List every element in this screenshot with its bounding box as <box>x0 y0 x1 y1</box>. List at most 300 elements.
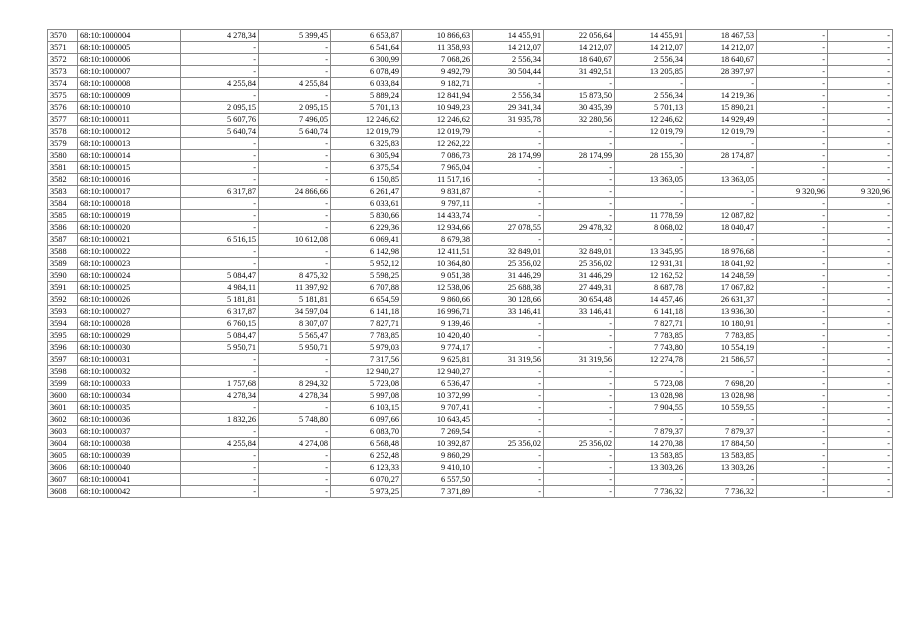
value-col-10-cell: - <box>828 426 893 438</box>
value-col-10-cell: - <box>828 486 893 498</box>
row-number-cell: 3572 <box>48 54 78 66</box>
value-col-1-cell: - <box>181 66 259 78</box>
cadastral-code-cell: 68:10:1000011 <box>78 114 181 126</box>
value-col-3-cell: 6 141,18 <box>331 306 402 318</box>
value-col-2-cell: - <box>259 174 331 186</box>
value-col-8-cell: 17 884,50 <box>686 438 757 450</box>
value-col-9-cell: - <box>757 294 828 306</box>
value-col-4-cell: 10 372,99 <box>402 390 473 402</box>
cadastral-code-cell: 68:10:1000022 <box>78 246 181 258</box>
table-row <box>48 66 893 78</box>
value-col-10-cell: - <box>828 354 893 366</box>
value-col-4-cell: 6 557,50 <box>402 474 473 486</box>
value-col-1-cell: 1 832,26 <box>181 414 259 426</box>
value-col-8-cell: - <box>686 186 757 198</box>
value-col-10-cell: - <box>828 90 893 102</box>
value-col-6-cell: - <box>544 462 615 474</box>
cadastral-code-cell: 68:10:1000036 <box>78 414 181 426</box>
row-number-cell: 3602 <box>48 414 78 426</box>
value-col-2-cell: 24 866,66 <box>259 186 331 198</box>
value-col-8-cell: 15 890,21 <box>686 102 757 114</box>
value-col-5-cell: 31 319,56 <box>473 354 544 366</box>
value-col-2-cell: - <box>259 426 331 438</box>
value-col-8-cell: 10 180,91 <box>686 318 757 330</box>
value-col-10-cell: - <box>828 378 893 390</box>
row-number-cell: 3605 <box>48 450 78 462</box>
cadastral-code-cell: 68:10:1000038 <box>78 438 181 450</box>
value-col-4-cell: 10 949,23 <box>402 102 473 114</box>
value-col-9-cell: - <box>757 258 828 270</box>
value-col-3-cell: 5 701,13 <box>331 102 402 114</box>
table-row <box>48 306 893 318</box>
cadastral-code-cell: 68:10:1000032 <box>78 366 181 378</box>
value-col-4-cell: 9 707,41 <box>402 402 473 414</box>
value-col-1-cell: 5 640,74 <box>181 126 259 138</box>
value-col-2-cell: - <box>259 198 331 210</box>
value-col-8-cell: - <box>686 474 757 486</box>
value-col-6-cell: 25 356,02 <box>544 258 615 270</box>
row-number-cell: 3578 <box>48 126 78 138</box>
value-col-1-cell: - <box>181 402 259 414</box>
value-col-2-cell: - <box>259 366 331 378</box>
cadastral-code-cell: 68:10:1000014 <box>78 150 181 162</box>
value-col-5-cell: - <box>473 426 544 438</box>
value-col-8-cell: 18 467,53 <box>686 30 757 42</box>
value-col-1-cell: 6 516,15 <box>181 234 259 246</box>
value-col-9-cell: - <box>757 114 828 126</box>
value-col-4-cell: 9 797,11 <box>402 198 473 210</box>
value-col-7-cell: 5 723,08 <box>615 378 686 390</box>
value-col-4-cell: 12 940,27 <box>402 366 473 378</box>
value-col-2-cell: 8 294,32 <box>259 378 331 390</box>
value-col-8-cell: 17 067,82 <box>686 282 757 294</box>
table-row <box>48 258 893 270</box>
value-col-1-cell: - <box>181 426 259 438</box>
value-col-3-cell: 6 070,27 <box>331 474 402 486</box>
value-col-2-cell: - <box>259 486 331 498</box>
value-col-5-cell: 28 174,99 <box>473 150 544 162</box>
row-number-cell: 3590 <box>48 270 78 282</box>
value-col-8-cell: 18 640,67 <box>686 54 757 66</box>
value-col-9-cell: - <box>757 126 828 138</box>
row-number-cell: 3601 <box>48 402 78 414</box>
value-col-9-cell: - <box>757 90 828 102</box>
value-col-5-cell: 25 356,02 <box>473 258 544 270</box>
value-col-3-cell: 6 083,70 <box>331 426 402 438</box>
table-row <box>48 30 893 42</box>
cadastral-code-cell: 68:10:1000039 <box>78 450 181 462</box>
cadastral-code-cell: 68:10:1000023 <box>78 258 181 270</box>
value-col-5-cell: 25 688,38 <box>473 282 544 294</box>
value-col-7-cell: - <box>615 186 686 198</box>
value-col-6-cell: - <box>544 342 615 354</box>
cadastral-code-cell: 68:10:1000021 <box>78 234 181 246</box>
row-number-cell: 3575 <box>48 90 78 102</box>
cadastral-code-cell: 68:10:1000016 <box>78 174 181 186</box>
value-col-10-cell: - <box>828 114 893 126</box>
value-col-10-cell: - <box>828 474 893 486</box>
value-col-6-cell: - <box>544 402 615 414</box>
value-col-7-cell: 12 931,31 <box>615 258 686 270</box>
value-col-9-cell: - <box>757 150 828 162</box>
table-row <box>48 210 893 222</box>
cadastral-code-cell: 68:10:1000037 <box>78 426 181 438</box>
row-number-cell: 3571 <box>48 42 78 54</box>
value-col-7-cell: 7 904,55 <box>615 402 686 414</box>
cadastral-code-cell: 68:10:1000012 <box>78 126 181 138</box>
table-row <box>48 342 893 354</box>
value-col-5-cell: 30 504,44 <box>473 66 544 78</box>
cadastral-code-cell: 68:10:1000015 <box>78 162 181 174</box>
value-col-1-cell: - <box>181 174 259 186</box>
value-col-4-cell: 9 625,81 <box>402 354 473 366</box>
value-col-1-cell: 4 278,34 <box>181 390 259 402</box>
value-col-5-cell: 2 556,34 <box>473 54 544 66</box>
value-col-8-cell: 12 019,79 <box>686 126 757 138</box>
value-col-6-cell: 30 654,48 <box>544 294 615 306</box>
value-col-9-cell: - <box>757 354 828 366</box>
value-col-5-cell: - <box>473 414 544 426</box>
table-row <box>48 474 893 486</box>
value-col-7-cell: 13 205,85 <box>615 66 686 78</box>
value-col-3-cell: 7 317,56 <box>331 354 402 366</box>
row-number-cell: 3582 <box>48 174 78 186</box>
value-col-8-cell: 14 212,07 <box>686 42 757 54</box>
value-col-9-cell: - <box>757 174 828 186</box>
value-col-4-cell: 12 538,06 <box>402 282 473 294</box>
value-col-9-cell: - <box>757 474 828 486</box>
value-col-8-cell: 13 936,30 <box>686 306 757 318</box>
value-col-7-cell: 7 827,71 <box>615 318 686 330</box>
value-col-7-cell: 13 028,98 <box>615 390 686 402</box>
value-col-5-cell: 14 455,91 <box>473 30 544 42</box>
value-col-6-cell: 32 280,56 <box>544 114 615 126</box>
value-col-1-cell: - <box>181 486 259 498</box>
value-col-4-cell: 9 051,38 <box>402 270 473 282</box>
value-col-5-cell: - <box>473 138 544 150</box>
value-col-10-cell: - <box>828 234 893 246</box>
value-col-9-cell: - <box>757 102 828 114</box>
cadastral-code-cell: 68:10:1000017 <box>78 186 181 198</box>
value-col-5-cell: - <box>473 186 544 198</box>
value-col-2-cell: - <box>259 42 331 54</box>
value-col-10-cell: - <box>828 78 893 90</box>
table-row <box>48 234 893 246</box>
value-col-4-cell: 12 934,66 <box>402 222 473 234</box>
value-col-2-cell: - <box>259 462 331 474</box>
value-col-4-cell: 10 866,63 <box>402 30 473 42</box>
value-col-10-cell: - <box>828 414 893 426</box>
row-number-cell: 3585 <box>48 210 78 222</box>
cadastral-code-cell: 68:10:1000018 <box>78 198 181 210</box>
value-col-1-cell: 5 950,71 <box>181 342 259 354</box>
row-number-cell: 3608 <box>48 486 78 498</box>
value-col-7-cell: - <box>615 474 686 486</box>
value-col-3-cell: 6 375,54 <box>331 162 402 174</box>
row-number-cell: 3589 <box>48 258 78 270</box>
value-col-6-cell: - <box>544 486 615 498</box>
value-col-3-cell: 6 150,85 <box>331 174 402 186</box>
value-col-7-cell: 14 270,38 <box>615 438 686 450</box>
value-col-2-cell: 5 181,81 <box>259 294 331 306</box>
value-col-9-cell: - <box>757 162 828 174</box>
value-col-6-cell: 33 146,41 <box>544 306 615 318</box>
row-number-cell: 3584 <box>48 198 78 210</box>
value-col-3-cell: 6 568,48 <box>331 438 402 450</box>
value-col-4-cell: 9 492,79 <box>402 66 473 78</box>
table-row <box>48 330 893 342</box>
value-col-3-cell: 7 783,85 <box>331 330 402 342</box>
row-number-cell: 3607 <box>48 474 78 486</box>
value-col-5-cell: 14 212,07 <box>473 42 544 54</box>
value-col-8-cell: - <box>686 414 757 426</box>
cadastral-code-cell: 68:10:1000034 <box>78 390 181 402</box>
value-col-9-cell: - <box>757 78 828 90</box>
table-row <box>48 198 893 210</box>
value-col-6-cell: - <box>544 138 615 150</box>
value-col-6-cell: - <box>544 366 615 378</box>
cadastral-code-cell: 68:10:1000020 <box>78 222 181 234</box>
value-col-1-cell: 5 181,81 <box>181 294 259 306</box>
value-col-7-cell: - <box>615 414 686 426</box>
cadastral-code-cell: 68:10:1000010 <box>78 102 181 114</box>
value-col-6-cell: - <box>544 474 615 486</box>
value-col-4-cell: 7 371,89 <box>402 486 473 498</box>
value-col-5-cell: - <box>473 390 544 402</box>
value-col-3-cell: 5 830,66 <box>331 210 402 222</box>
value-col-3-cell: 5 723,08 <box>331 378 402 390</box>
value-col-9-cell: - <box>757 198 828 210</box>
value-col-8-cell: 7 783,85 <box>686 330 757 342</box>
table-row <box>48 102 893 114</box>
value-col-7-cell: 12 019,79 <box>615 126 686 138</box>
value-col-4-cell: 9 860,29 <box>402 450 473 462</box>
value-col-1-cell: 4 255,84 <box>181 78 259 90</box>
row-number-cell: 3580 <box>48 150 78 162</box>
value-col-5-cell: 27 078,55 <box>473 222 544 234</box>
row-number-cell: 3574 <box>48 78 78 90</box>
row-number-cell: 3576 <box>48 102 78 114</box>
value-col-8-cell: 7 698,20 <box>686 378 757 390</box>
cadastral-code-cell: 68:10:1000031 <box>78 354 181 366</box>
value-col-8-cell: 10 554,19 <box>686 342 757 354</box>
table-row <box>48 414 893 426</box>
row-number-cell: 3598 <box>48 366 78 378</box>
value-col-1-cell: 5 084,47 <box>181 270 259 282</box>
value-col-4-cell: 12 246,62 <box>402 114 473 126</box>
value-col-9-cell: - <box>757 222 828 234</box>
value-col-7-cell: 6 141,18 <box>615 306 686 318</box>
value-col-5-cell: - <box>473 318 544 330</box>
cadastral-code-cell: 68:10:1000025 <box>78 282 181 294</box>
value-col-9-cell: - <box>757 450 828 462</box>
row-number-cell: 3603 <box>48 426 78 438</box>
value-col-3-cell: 5 973,25 <box>331 486 402 498</box>
value-col-8-cell: 12 087,82 <box>686 210 757 222</box>
value-col-6-cell: - <box>544 162 615 174</box>
value-col-3-cell: 6 300,99 <box>331 54 402 66</box>
table-row <box>48 270 893 282</box>
value-col-1-cell: - <box>181 42 259 54</box>
value-col-6-cell: 29 478,32 <box>544 222 615 234</box>
value-col-2-cell: - <box>259 90 331 102</box>
value-col-10-cell: 9 320,96 <box>828 186 893 198</box>
row-number-cell: 3597 <box>48 354 78 366</box>
value-col-1-cell: - <box>181 222 259 234</box>
value-col-7-cell: 7 736,32 <box>615 486 686 498</box>
value-col-5-cell: - <box>473 366 544 378</box>
value-col-7-cell: 12 162,52 <box>615 270 686 282</box>
value-col-2-cell: 11 397,92 <box>259 282 331 294</box>
table-row <box>48 78 893 90</box>
value-col-2-cell: 2 095,15 <box>259 102 331 114</box>
value-col-2-cell: - <box>259 150 331 162</box>
value-col-7-cell: 7 783,85 <box>615 330 686 342</box>
row-number-cell: 3600 <box>48 390 78 402</box>
value-col-10-cell: - <box>828 402 893 414</box>
value-col-8-cell: - <box>686 234 757 246</box>
value-col-5-cell: - <box>473 198 544 210</box>
value-col-10-cell: - <box>828 462 893 474</box>
cadastral-code-cell: 68:10:1000007 <box>78 66 181 78</box>
value-col-2-cell: - <box>259 210 331 222</box>
value-col-4-cell: 9 182,71 <box>402 78 473 90</box>
value-col-6-cell: 22 056,64 <box>544 30 615 42</box>
row-number-cell: 3573 <box>48 66 78 78</box>
value-col-8-cell: 28 397,97 <box>686 66 757 78</box>
row-number-cell: 3594 <box>48 318 78 330</box>
table-row <box>48 462 893 474</box>
value-col-5-cell: - <box>473 474 544 486</box>
value-col-3-cell: 6 252,48 <box>331 450 402 462</box>
cadastral-code-cell: 68:10:1000024 <box>78 270 181 282</box>
value-col-1-cell: 5 607,76 <box>181 114 259 126</box>
value-col-7-cell: - <box>615 366 686 378</box>
value-col-10-cell: - <box>828 66 893 78</box>
value-col-5-cell: - <box>473 78 544 90</box>
value-col-6-cell: - <box>544 198 615 210</box>
value-col-4-cell: 9 774,17 <box>402 342 473 354</box>
value-col-5-cell: 31 935,78 <box>473 114 544 126</box>
table-row <box>48 390 893 402</box>
value-col-8-cell: 14 248,59 <box>686 270 757 282</box>
value-col-10-cell: - <box>828 282 893 294</box>
value-col-10-cell: - <box>828 270 893 282</box>
table-row <box>48 114 893 126</box>
value-col-7-cell: 13 583,85 <box>615 450 686 462</box>
value-col-9-cell: - <box>757 234 828 246</box>
value-col-6-cell: - <box>544 174 615 186</box>
value-col-2-cell: 7 496,05 <box>259 114 331 126</box>
value-col-6-cell: - <box>544 186 615 198</box>
value-col-5-cell: 31 446,29 <box>473 270 544 282</box>
value-col-8-cell: 13 303,26 <box>686 462 757 474</box>
value-col-8-cell: - <box>686 78 757 90</box>
value-col-5-cell: - <box>473 462 544 474</box>
value-col-5-cell: - <box>473 402 544 414</box>
value-col-2-cell: - <box>259 138 331 150</box>
row-number-cell: 3583 <box>48 186 78 198</box>
table-row <box>48 222 893 234</box>
value-col-10-cell: - <box>828 198 893 210</box>
value-col-3-cell: 6 103,15 <box>331 402 402 414</box>
cadastral-code-cell: 68:10:1000019 <box>78 210 181 222</box>
value-col-5-cell: - <box>473 210 544 222</box>
value-col-10-cell: - <box>828 390 893 402</box>
value-col-9-cell: - <box>757 426 828 438</box>
value-col-9-cell: - <box>757 342 828 354</box>
value-col-7-cell: 5 701,13 <box>615 102 686 114</box>
value-col-9-cell: - <box>757 366 828 378</box>
value-col-8-cell: 18 040,47 <box>686 222 757 234</box>
value-col-9-cell: - <box>757 42 828 54</box>
value-col-2-cell: - <box>259 222 331 234</box>
value-col-3-cell: 7 827,71 <box>331 318 402 330</box>
value-col-3-cell: 5 598,25 <box>331 270 402 282</box>
value-col-1-cell: 4 255,84 <box>181 438 259 450</box>
value-col-2-cell: - <box>259 450 331 462</box>
value-col-1-cell: - <box>181 162 259 174</box>
value-col-2-cell: - <box>259 162 331 174</box>
value-col-9-cell: - <box>757 66 828 78</box>
value-col-8-cell: 26 631,37 <box>686 294 757 306</box>
value-col-2-cell: - <box>259 354 331 366</box>
table-row <box>48 402 893 414</box>
value-col-2-cell: 8 307,07 <box>259 318 331 330</box>
value-col-5-cell: - <box>473 330 544 342</box>
value-col-10-cell: - <box>828 258 893 270</box>
value-col-4-cell: 7 269,54 <box>402 426 473 438</box>
cadastral-code-cell: 68:10:1000035 <box>78 402 181 414</box>
row-number-cell: 3591 <box>48 282 78 294</box>
value-col-8-cell: 13 028,98 <box>686 390 757 402</box>
value-col-6-cell: 14 212,07 <box>544 42 615 54</box>
value-col-2-cell: - <box>259 402 331 414</box>
value-col-9-cell: - <box>757 282 828 294</box>
value-col-1-cell: - <box>181 198 259 210</box>
value-col-4-cell: 11 358,93 <box>402 42 473 54</box>
value-col-6-cell: 31 446,29 <box>544 270 615 282</box>
table-row <box>48 282 893 294</box>
value-col-4-cell: 12 262,22 <box>402 138 473 150</box>
row-number-cell: 3587 <box>48 234 78 246</box>
value-col-10-cell: - <box>828 102 893 114</box>
value-col-4-cell: 9 831,87 <box>402 186 473 198</box>
value-col-7-cell: 14 455,91 <box>615 30 686 42</box>
cadastral-code-cell: 68:10:1000004 <box>78 30 181 42</box>
value-col-10-cell: - <box>828 438 893 450</box>
value-col-4-cell: 9 410,10 <box>402 462 473 474</box>
value-col-3-cell: 6 033,61 <box>331 198 402 210</box>
value-col-8-cell: - <box>686 366 757 378</box>
value-col-10-cell: - <box>828 54 893 66</box>
row-number-cell: 3593 <box>48 306 78 318</box>
value-col-6-cell: 32 849,01 <box>544 246 615 258</box>
value-col-4-cell: 9 139,46 <box>402 318 473 330</box>
row-number-cell: 3606 <box>48 462 78 474</box>
table-row <box>48 318 893 330</box>
value-col-6-cell: 31 492,51 <box>544 66 615 78</box>
row-number-cell: 3599 <box>48 378 78 390</box>
table-row <box>48 378 893 390</box>
value-col-1-cell: 6 317,87 <box>181 306 259 318</box>
value-col-1-cell: - <box>181 258 259 270</box>
value-col-5-cell: - <box>473 162 544 174</box>
value-col-10-cell: - <box>828 450 893 462</box>
value-col-6-cell: - <box>544 234 615 246</box>
value-col-9-cell: - <box>757 390 828 402</box>
value-col-1-cell: - <box>181 54 259 66</box>
